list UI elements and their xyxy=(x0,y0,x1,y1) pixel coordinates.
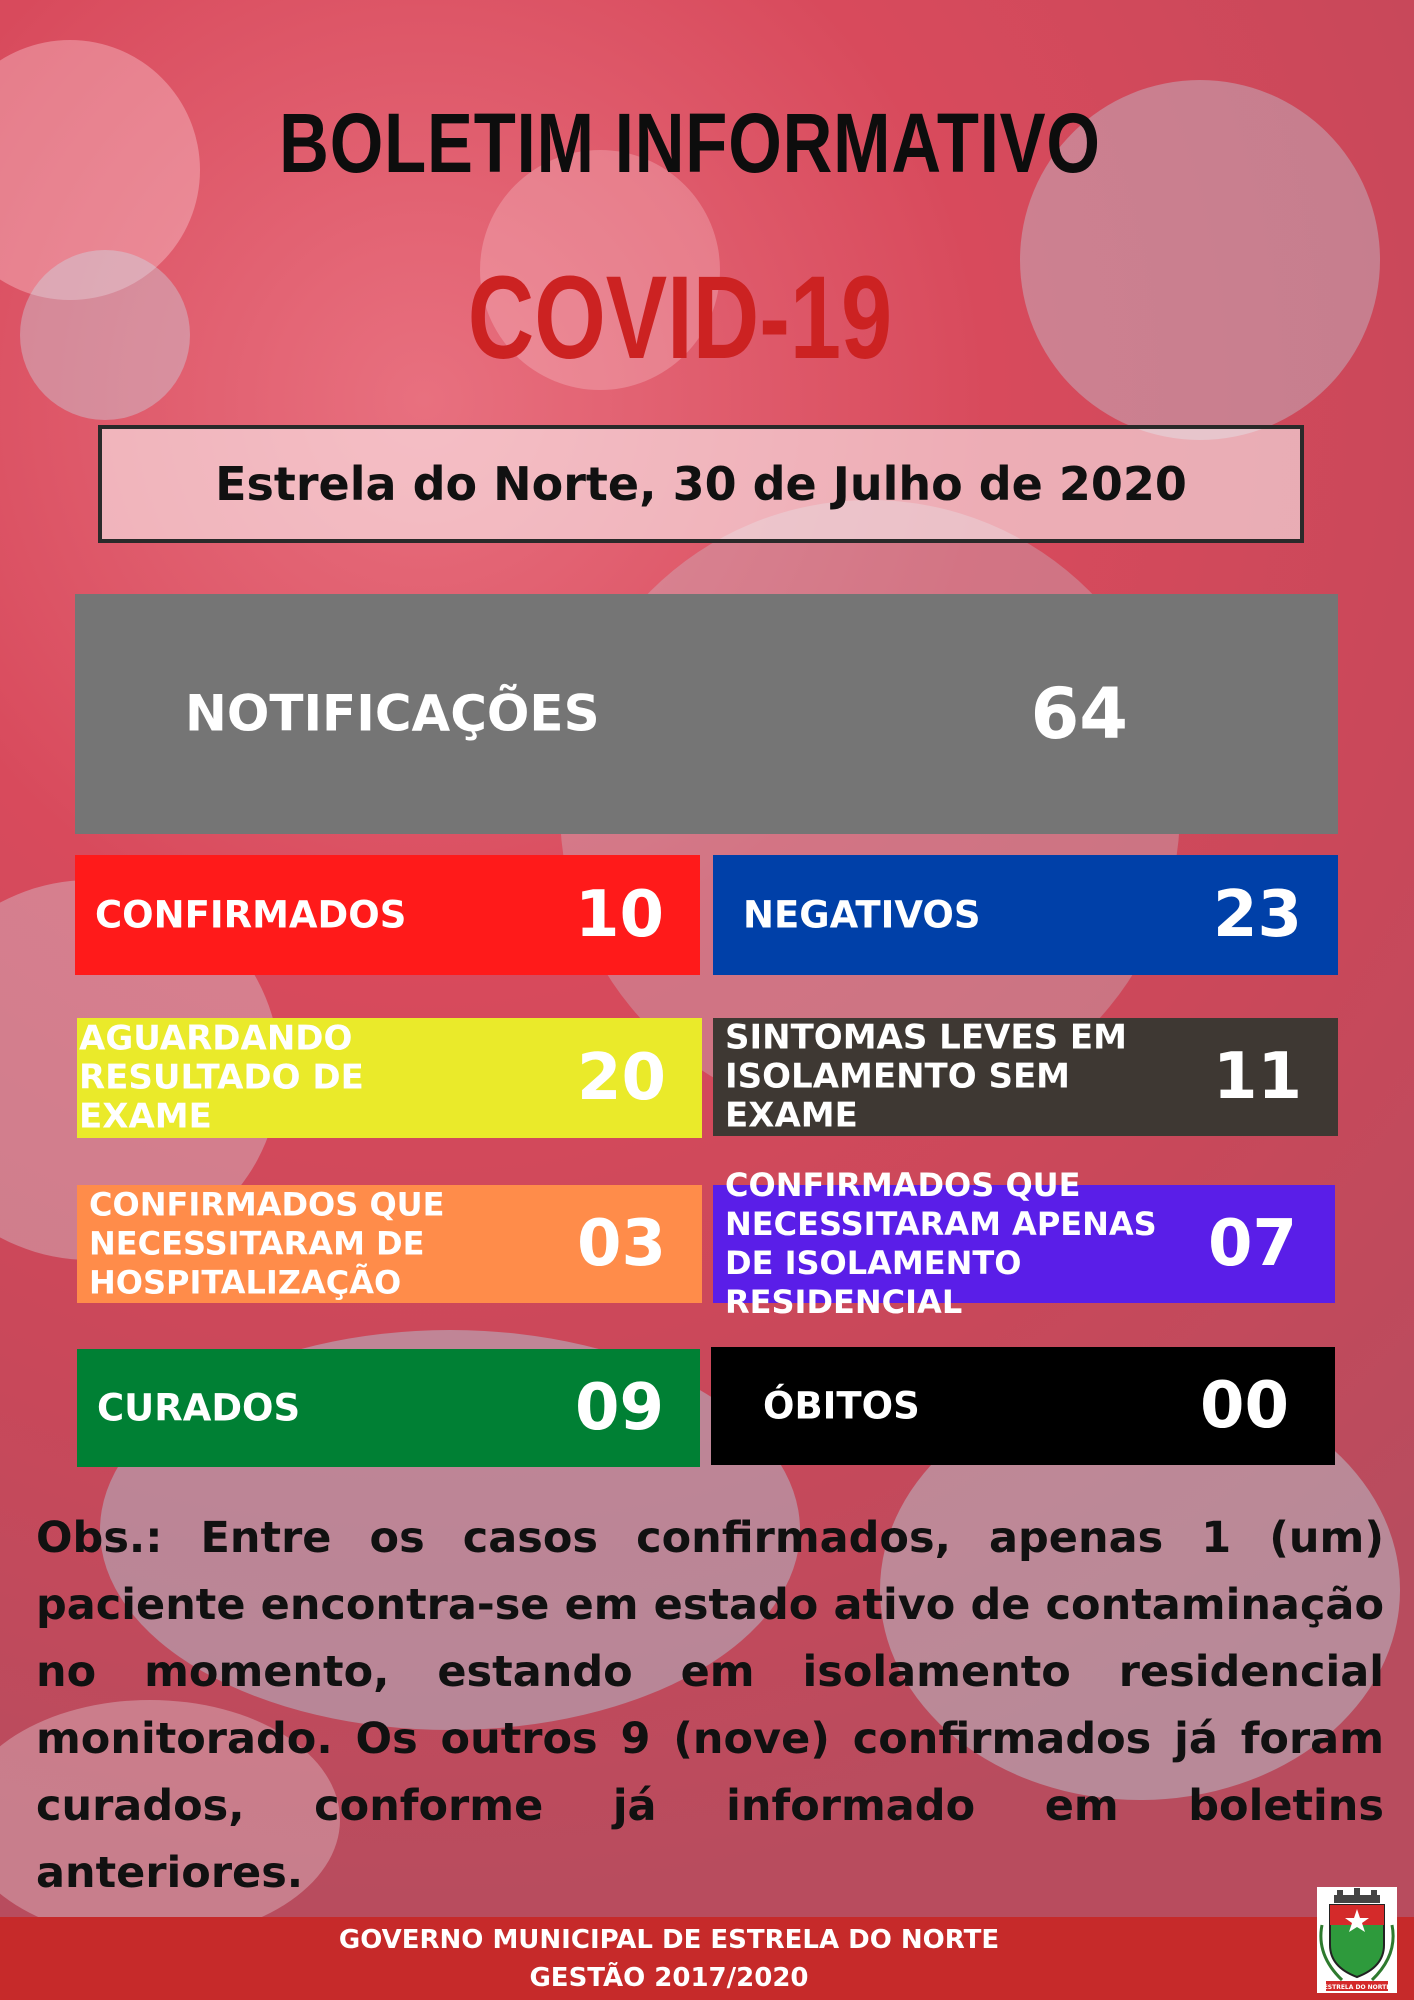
municipal-crest-icon xyxy=(1312,1885,1402,1995)
date-text: Estrela do Norte, 30 de Julho de 2020 xyxy=(215,457,1187,511)
confirmados-value: 10 xyxy=(574,878,664,952)
isolamento-residencial-label: CONFIRMADOS QUE NECESSITARAM APENAS DE ISOLAMENTO RESIDENCIAL xyxy=(725,1166,1157,1321)
covid-heading: COVID-19 xyxy=(467,252,893,384)
sintomas-leves-label: SINTOMAS LEVES EM ISOLAMENTO SEM EXAME xyxy=(725,1017,1127,1136)
negativos-label: NEGATIVOS xyxy=(743,893,981,937)
curados-card xyxy=(77,1349,700,1467)
obitos-value: 00 xyxy=(1199,1369,1289,1443)
hospitalizacao-value: 03 xyxy=(576,1207,666,1281)
notificacoes-value: 64 xyxy=(1030,673,1128,755)
bulletin-title: BOLETIM INFORMATIVO xyxy=(279,96,1101,190)
aguardando-label: AGUARDANDO RESULTADO DE EXAME xyxy=(79,1018,364,1137)
confirmados-label: CONFIRMADOS xyxy=(95,893,407,937)
confirmados-card xyxy=(75,855,700,975)
date-box xyxy=(98,425,1304,543)
footer-government: GOVERNO MUNICIPAL DE ESTRELA DO NORTE xyxy=(338,1925,1000,1955)
aguardando-card xyxy=(77,1018,702,1138)
notificacoes-label: NOTIFICAÇÕES xyxy=(185,684,600,743)
hospitalizacao-label: CONFIRMADOS QUE NECESSITARAM DE HOSPITALIZAÇÃO xyxy=(89,1185,445,1302)
observation-text: Obs.: Entre os casos confirmados, apenas 1 (um) paciente encontra-se em estado ativo de contaminação no momento, estando em isolamento residencial monitorado. Os outros 9 (nove) confirmados já foram curados, conforme já informado em boletins anteriores. xyxy=(36,1513,1384,1898)
sintomas-leves-value: 11 xyxy=(1212,1040,1302,1114)
obitos-card xyxy=(711,1347,1335,1465)
curados-value: 09 xyxy=(574,1371,664,1445)
negativos-value: 23 xyxy=(1212,878,1302,952)
notificacoes-card xyxy=(75,594,1338,834)
hospitalizacao-card xyxy=(77,1185,702,1303)
footer-banner xyxy=(0,1917,1414,2000)
negativos-card xyxy=(713,855,1338,975)
crest-label: ESTRELA DO NORTE xyxy=(1323,1984,1391,1991)
footer-term: GESTÃO 2017/2020 xyxy=(529,1963,809,1993)
sintomas-leves-card xyxy=(713,1018,1338,1136)
curados-label: CURADOS xyxy=(97,1386,301,1430)
aguardando-value: 20 xyxy=(576,1041,666,1115)
obitos-label: ÓBITOS xyxy=(763,1384,920,1428)
isolamento-residencial-card xyxy=(713,1166,1335,1321)
isolamento-residencial-value: 07 xyxy=(1207,1207,1297,1281)
